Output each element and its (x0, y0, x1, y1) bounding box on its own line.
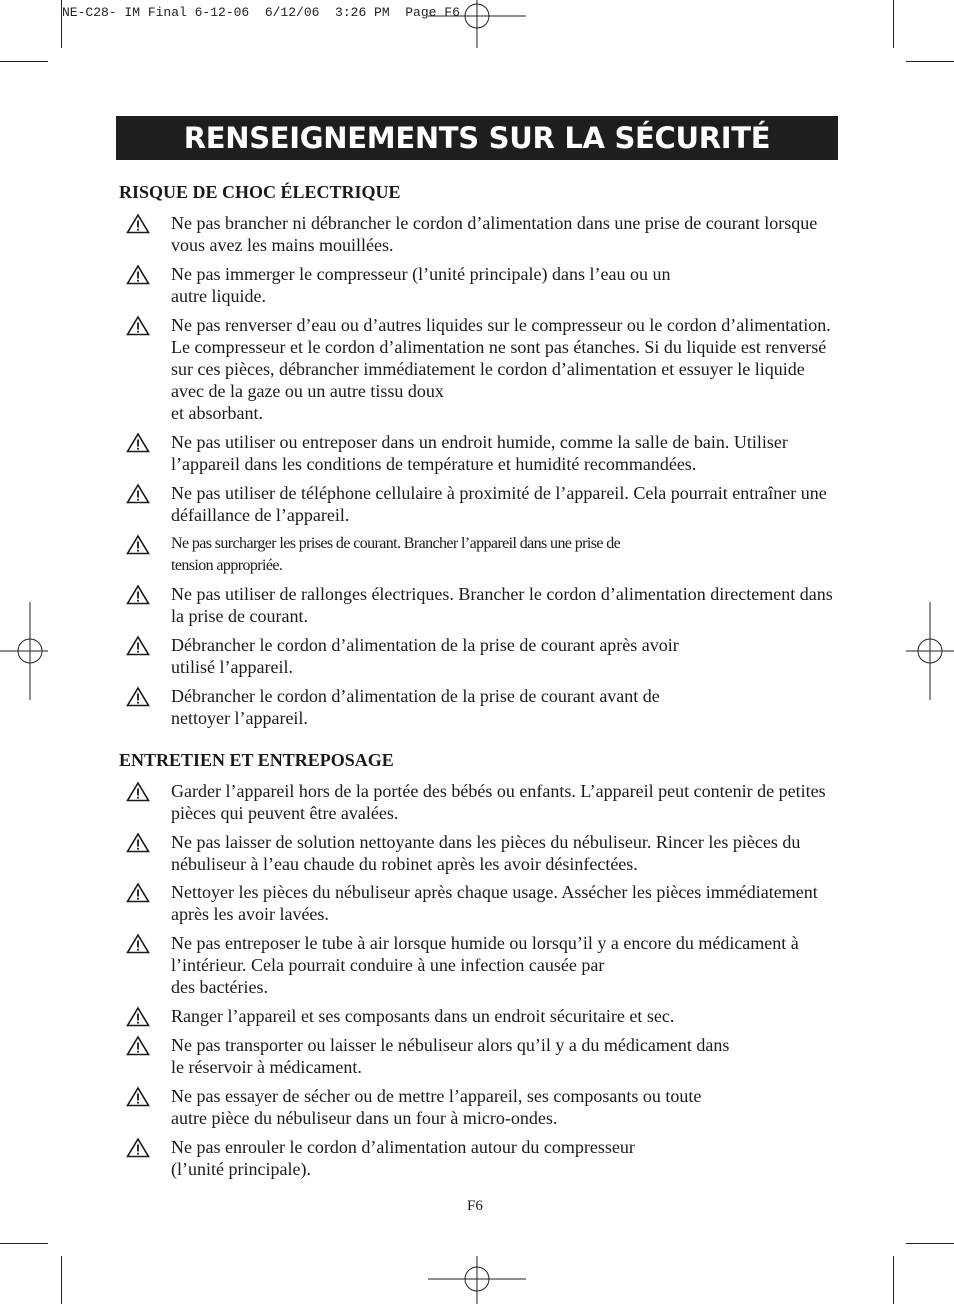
warning-triangle-icon (126, 686, 150, 707)
item-text: Garder l’appareil hors de la portée des bébés ou enfants. L’appareil peut contenir de petites pièces qui peuvent être avalées. (171, 781, 826, 823)
list-item (126, 780, 838, 824)
list-item (126, 1034, 838, 1078)
crop-mark (906, 61, 954, 62)
list-item (126, 431, 838, 475)
crop-mark (893, 0, 894, 48)
list-item (126, 482, 838, 526)
list-item (126, 212, 838, 256)
warning-triangle-icon (126, 1035, 150, 1056)
page-title: RENSEIGNEMENTS SUR LA SÉCURITÉ (116, 116, 838, 160)
warning-triangle-icon (126, 832, 150, 853)
item-text: Ne pas utiliser de téléphone cellulaire à proximité de l’appareil. Cela pourrait entraîner une défaillance de l’appareil. (171, 483, 827, 525)
list-item (126, 881, 838, 925)
list-item (126, 1085, 838, 1129)
crop-mark (0, 61, 48, 62)
warning-triangle-icon (126, 882, 150, 903)
list-item (126, 583, 838, 627)
list-item (126, 1136, 838, 1180)
item-text: Nettoyer les pièces du nébuliseur après chaque usage. Assécher les pièces immédiatement après les avoir lavées. (171, 882, 818, 924)
item-text: Ranger l’appareil et ses composants dans un endroit sécuritaire et sec. (171, 1006, 675, 1026)
warning-triangle-icon (126, 933, 150, 954)
warning-triangle-icon (126, 584, 150, 605)
print-slug: NE-C28- IM Final 6-12-06 6/12/06 3:26 PM Page F6 (62, 5, 460, 20)
warning-triangle-icon (126, 483, 150, 504)
section-heading: ENTRETIEN ET ENTREPOSAGE (119, 750, 394, 770)
item-text: Ne pas essayer de sécher ou de mettre l’appareil, ses composants ou toute autre pièce du nébuliseur dans un four à micro-ondes. (171, 1086, 702, 1128)
warning-triangle-icon (126, 315, 150, 336)
list-item (126, 533, 838, 577)
item-text: Ne pas surcharger les prises de courant. Brancher l’appareil dans une prise de tension appropriée. (171, 535, 621, 574)
item-text: Ne pas laisser de solution nettoyante dans les pièces du nébuliseur. Rincer les pièces du nébuliseur à l’eau chaude du robinet après les avoir désinfectées. (171, 832, 801, 874)
registration-mark (428, 0, 526, 48)
list-item (126, 831, 838, 875)
page-number: F6 (467, 1198, 483, 1214)
list-item (126, 634, 838, 678)
list-item (126, 932, 838, 998)
warning-triangle-icon (126, 432, 150, 453)
item-text: Ne pas entreposer le tube à air lorsque humide ou lorsqu’il y a encore du médicament à l’intérieur. Cela pourrait conduire à une infection causée par des bactéries. (171, 933, 799, 997)
registration-mark (428, 1256, 526, 1304)
crop-mark (906, 1243, 954, 1244)
crop-mark (61, 0, 62, 48)
warning-triangle-icon (126, 213, 150, 234)
list-item (126, 1005, 838, 1027)
item-text: Ne pas brancher ni débrancher le cordon d’alimentation dans une prise de courant lorsque vous avez les mains mouillées. (171, 213, 818, 255)
warning-triangle-icon (126, 1137, 150, 1158)
warning-triangle-icon (126, 1086, 150, 1107)
registration-mark (906, 602, 954, 700)
warning-triangle-icon (126, 1006, 150, 1027)
registration-mark (0, 602, 48, 700)
crop-mark (0, 1243, 48, 1244)
item-text: Ne pas utiliser de rallonges électriques. Brancher le cordon d’alimentation directement dans la prise de courant. (171, 584, 833, 626)
item-text: Ne pas utiliser ou entreposer dans un endroit humide, comme la salle de bain. Utiliser l’appareil dans les conditions de température et humidité recommandées. (171, 432, 788, 474)
item-text: Débrancher le cordon d’alimentation de la prise de courant avant de nettoyer l’appareil. (171, 686, 660, 728)
warning-triangle-icon (126, 534, 150, 555)
crop-mark (893, 1256, 894, 1304)
item-text: Ne pas transporter ou laisser le nébuliseur alors qu’il y a du médicament dans le réservoir à médicament. (171, 1035, 730, 1077)
warning-triangle-icon (126, 635, 150, 656)
item-text: Débrancher le cordon d’alimentation de la prise de courant après avoir utilisé l’appareil. (171, 635, 679, 677)
item-text: Ne pas renverser d’eau ou d’autres liquides sur le compresseur ou le cordon d’alimentation. Le compresseur et le cordon d’alimentation ne sont pas étanches. Si du liquide est renversé sur ces pièces, débrancher immédiatement le cordon d’alimentation et essuyer le liquide avec de la gaze ou un autre tissu doux et absorbant. (171, 315, 831, 423)
warning-triangle-icon (126, 781, 150, 802)
warning-triangle-icon (126, 264, 150, 285)
list-item (126, 685, 838, 729)
section-heading: RISQUE DE CHOC ÉLECTRIQUE (119, 182, 401, 202)
list-item (126, 263, 838, 307)
list-item (126, 314, 838, 424)
item-text: Ne pas enrouler le cordon d’alimentation autour du compresseur (l’unité principale). (171, 1137, 635, 1179)
item-text: Ne pas immerger le compresseur (l’unité principale) dans l’eau ou un autre liquide. (171, 264, 671, 306)
crop-mark (61, 1256, 62, 1304)
